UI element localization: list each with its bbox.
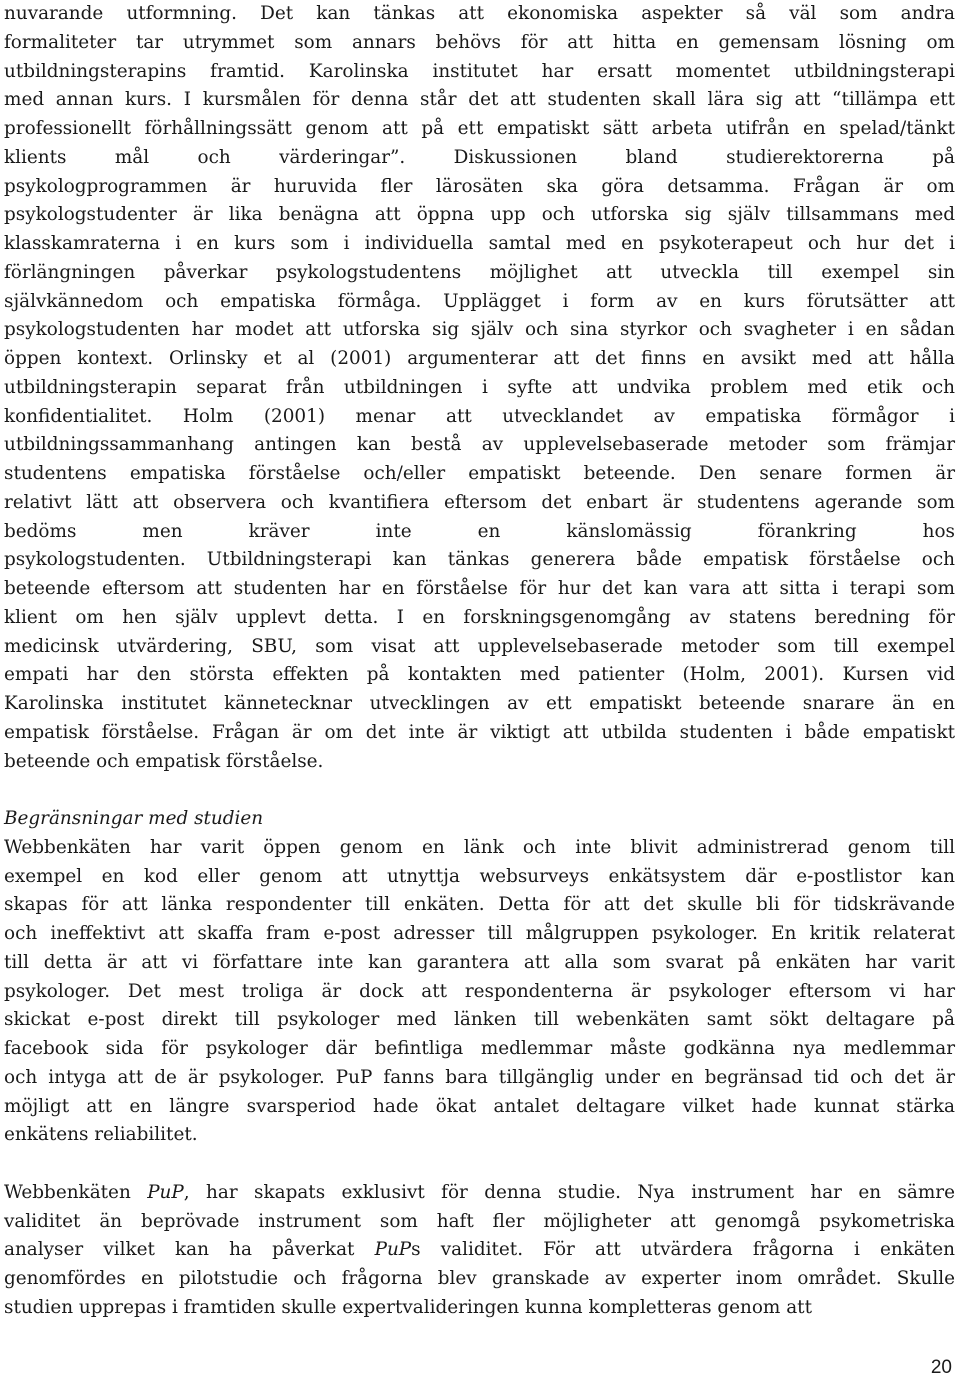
section-heading: Begränsningar med studien	[4, 808, 264, 829]
paragraph-utbildningsterapi	[4, 0, 955, 776]
text-line: utbildningssammanhang antingen kan bestå av upplevelsebaserade metoder som främjar	[4, 434, 955, 456]
text-line: beteende eftersom att studenten har en förståelse för hur det kan vara att sitta i terapi som	[4, 578, 955, 599]
text-line: till detta är att vi författare inte kan garantera att alla som svarat på enkäten har varit	[4, 951, 955, 973]
text-line: nuvarande utformning. Det kan tänkas att ekonomiska aspekter så väl som andra	[4, 3, 955, 24]
text-line: studentens empatiska förståelse och/eller empatiskt beteende. Den senare formen är	[4, 463, 955, 484]
text-line: analyser vilket kan ha påverkat PuPs validitet. För att utvärdera frågorna i enkäten	[4, 1239, 955, 1261]
text-line: psykologstudenter är lika benägna att öppna upp och utforska sig själv tillsammans med	[4, 204, 955, 226]
text-line: psykologer. Det mest troliga är dock att respondenterna är psykologer eftersom vi har	[4, 980, 955, 1002]
text-line: Webbenkäten PuP, har skapats exklusivt för denna studie. Nya instrument har en sämre	[4, 1181, 955, 1203]
paragraph-pup-validitet	[4, 1179, 955, 1323]
instrument-name: PuP	[374, 1239, 412, 1261]
text-line: skapas för att länka respondenter till enkäten. Detta för att det skulle bli för tidskrävande	[4, 894, 955, 916]
paragraph-spacer	[4, 776, 955, 805]
text-line: och intyga att de är psykologer. PuP fanns bara tillgänglig under en begränsad tid och det är	[4, 1066, 955, 1088]
paragraph-webbenkat-admin	[4, 834, 955, 1150]
text-line: psykologprogrammen är huruvida fler lärosäten ska göra detsamma. Frågan är om	[4, 175, 955, 197]
paragraph-spacer	[4, 1150, 955, 1179]
text-line: klasskamraterna i en kurs som i individuella samtal med en psykoterapeut och hur det i	[4, 233, 955, 254]
text-line: med annan kurs. I kursmålen för denna står det att studenten skall lära sig att “tillämpa ett	[4, 89, 955, 111]
text-line: exempel en kod eller genom att utnyttja websurveys enkätsystem där e-postlistor kan	[4, 865, 955, 887]
text-line: validitet än beprövade instrument som haft fler möjligheter att genomgå psykometriska	[4, 1210, 955, 1232]
document-page	[4, 0, 955, 1323]
text-line: skickat e-post direkt till psykologer med länken till webenkäten samt sökt deltagare på	[4, 1009, 955, 1031]
text-line: empati har den största effekten på kontakten med patienter (Holm, 2001). Kursen vid	[4, 664, 955, 686]
text-line: professionellt förhållningssätt genom att på ett empatiskt sätt arbeta utifrån en spelad/tänkt	[4, 118, 955, 139]
text-line: psykologstudenten. Utbildningsterapi kan tänkas generera både empatisk förståelse och	[4, 549, 955, 571]
text-line: facebook sida för psykologer där befintliga medlemmar måste godkänna nya medlemmar	[4, 1038, 955, 1059]
text-line: relativt lätt att observera och kvantifiera eftersom det enbart är studentens agerande som	[4, 491, 955, 513]
text-line: genomfördes en pilotstudie och frågorna blev granskade av experter inom området. Skulle	[4, 1268, 955, 1289]
text-line: bedöms men kräver inte en känslomässig förankring hos	[4, 520, 955, 542]
text-line: psykologstudenten har modet att utforska sig själv och sina styrkor och svagheter i en sådan	[4, 319, 955, 341]
text-line: självkännedom och empatiska förmåga. Upplägget i form av en kurs förutsätter att	[4, 290, 955, 312]
text-line: formaliteter tar utrymmet som annars behövs för att hitta en gemensam lösning om	[4, 31, 955, 53]
text-line: och ineffektivt att skaffa fram e-post adresser till målgruppen psykologer. En kritik relaterat	[4, 923, 955, 944]
page-number: 20	[930, 1357, 952, 1378]
text-line: förlängningen påverkar psykologstudentens möjlighet att utveckla till exempel sin	[4, 261, 955, 283]
text-line: utbildningsterapin separat från utbildningen i syfte att undvika problem med etik och	[4, 376, 955, 398]
text-line: klient om hen själv upplevt detta. I en forskningsgenomgång av statens beredning för	[4, 606, 955, 628]
instrument-name: PuP	[147, 1181, 184, 1203]
text-line: studien upprepas i framtiden skulle expertvalideringen kunna kompletteras genom att	[4, 1296, 812, 1318]
text-line: enkätens reliabilitet.	[4, 1124, 198, 1146]
text-line: empatisk förståelse. Frågan är om det inte är viktigt att utbilda studenten i både empatiskt	[4, 721, 955, 743]
text-line: konfidentialitet. Holm (2001) menar att utvecklandet av empatiska förmågor i	[4, 405, 955, 427]
text-line: utbildningsterapins framtid. Karolinska institutet har ersatt momentet utbildningsterapi	[4, 60, 955, 82]
text-line: beteende och empatisk förståelse.	[4, 750, 324, 772]
text-line: Karolinska institutet kännetecknar utvecklingen av ett empatiskt beteende snarare än en	[4, 693, 955, 714]
text-line: möjligt att en längre svarsperiod hade ökat antalet deltagare vilket hade kunnat stärka	[4, 1095, 955, 1117]
text-line: medicinsk utvärdering, SBU, som visat att upplevelsebaserade metoder som till exempel	[4, 635, 955, 657]
text-line: öppen kontext. Orlinsky et al (2001) argumenterar att det finns en avsikt med att hålla	[4, 348, 955, 369]
text-line: Webbenkäten har varit öppen genom en länk och inte blivit administrerad genom till	[4, 836, 955, 858]
text-line: klients mål och värderingar”. Diskussionen bland studierektorerna på	[4, 146, 955, 168]
